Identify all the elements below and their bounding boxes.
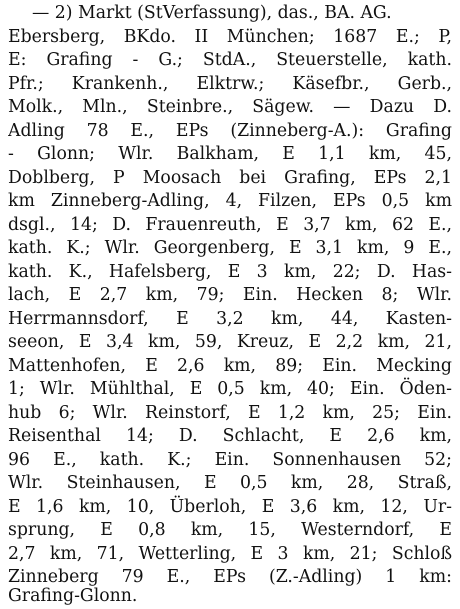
text-line: Ebersberg, BKdo. II München; 1687 E.; P, — [8, 26, 452, 47]
text-line: Zinneberg 79 E., EPs (Z.-Adling) 1 km: — [8, 567, 452, 587]
text-line: 2,7 km, 71, Wetterling, E 3 km, 21; Schloß — [8, 543, 452, 564]
text-line: Herrmannsdorf, E 3,2 km, 44, Kasten- — [8, 308, 452, 329]
text-line: hub 6; Wlr. Reinstorf, E 1,2 km, 25; Ein. — [8, 402, 452, 423]
text-line: Reisenthal 14; D. Schlacht, E 2,6 km, — [8, 426, 452, 446]
text-line: Grafing-Glonn. — [8, 586, 138, 606]
text-line: seeon, E 3,4 km, 59, Kreuz, E 2,2 km, 21, — [8, 332, 452, 352]
text-line: dsgl., 14; D. Frauenreuth, E 3,7 km, 62 E., — [8, 214, 452, 235]
text-line: E 1,6 km, 10, Überloh, E 3,6 km, 12, Ur- — [8, 496, 452, 517]
text-line: Pfr.; Krankenh., Elktrw.; Käsefbr., Gerb., — [8, 73, 452, 94]
text-line: Mattenhofen, E 2,6 km, 89; Ein. Mecking — [8, 355, 452, 376]
text-line: sprung, E 0,8 km, 15, Westerndorf, E — [8, 520, 452, 540]
text-line: kath. K.; Wlr. Georgenberg, E 3,1 km, 9 E., — [8, 238, 452, 258]
text-line: Adling 78 E., EPs (Zinneberg-A.): Grafing — [8, 120, 452, 141]
text-line: Wlr. Steinhausen, E 0,5 km, 28, Straß, — [8, 473, 452, 493]
text-line: — 2) Markt (StVerfassung), das., BA. AG. — [32, 3, 392, 23]
text-line: 1; Wlr. Mühlthal, E 0,5 km, 40; Ein. Öden- — [8, 379, 452, 399]
text-line: lach, E 2,7 km, 79; Ein. Hecken 8; Wlr. — [8, 285, 452, 305]
text-line: kath. K., Hafelsberg, E 3 km, 22; D. Has- — [8, 261, 452, 282]
text-line: km Zinneberg-Adling, 4, Filzen, EPs 0,5 km — [8, 191, 452, 211]
text-line: 96 E., kath. K.; Ein. Sonnenhausen 52; — [8, 449, 452, 470]
text-line: Doblberg, P Moosach bei Grafing, EPs 2,1 — [8, 167, 452, 188]
text-line: - Glonn; Wlr. Balkham, E 1,1 km, 45, — [8, 144, 452, 164]
text-line: Molk., Mln., Steinbre., Sägew. — Dazu D. — [8, 97, 452, 117]
text-line: E: Grafing - G.; StdA., Steuerstelle, kath. — [8, 50, 452, 70]
